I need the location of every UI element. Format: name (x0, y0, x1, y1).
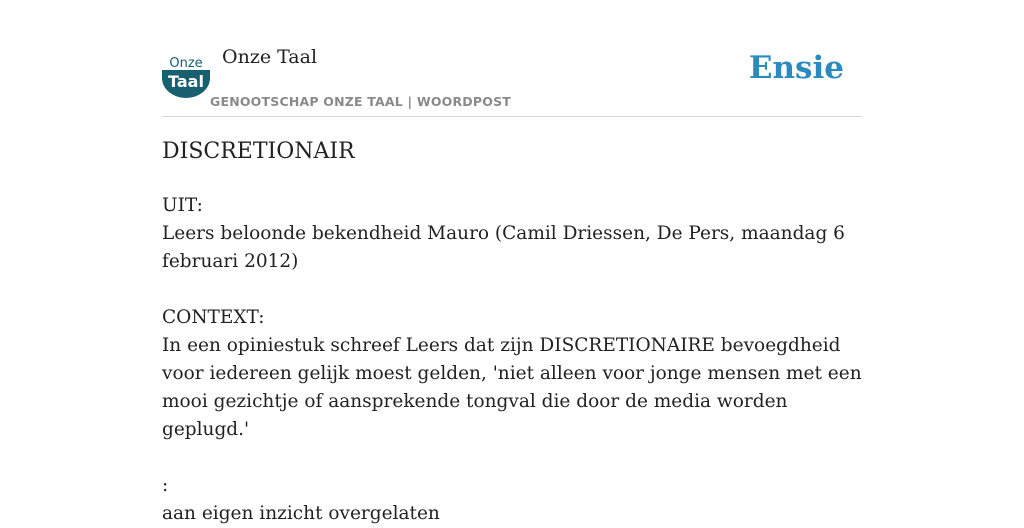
spacer (162, 444, 862, 472)
site-name[interactable]: Onze Taal (222, 46, 318, 68)
definition-text: aan eigen inzicht overgelaten (162, 503, 440, 524)
source-label: UIT: (162, 195, 203, 216)
source-text: Leers beloonde bekendheid Mauro (Camil Driessen, De Pers, maandag 6 februari 2012) (162, 223, 845, 272)
spacer (162, 276, 862, 304)
logo-text-onze: Onze (169, 56, 203, 71)
logo-text-taal: Taal (168, 72, 204, 91)
context-text: In een opiniestuk schreef Leers dat zijn DISCRETIONAIRE bevoegdheid voor iedereen gelijk moest gelden, 'niet alleen voor jonge mensen met een mooi gezichtje of aansprekende tongval die door de media worden geplugd.' (162, 335, 862, 440)
site-tagline: GENOOTSCHAP ONZE TAAL | WOORDPOST (210, 94, 512, 109)
onze-taal-logo[interactable] (162, 54, 210, 98)
definition-label: : (162, 475, 169, 496)
page-header (162, 40, 862, 117)
ensie-brand-logo[interactable]: Ensie (748, 50, 844, 86)
context-label: CONTEXT: (162, 307, 265, 328)
entry-body (162, 192, 862, 528)
entry-title: DISCRETIONAIR (162, 139, 355, 164)
